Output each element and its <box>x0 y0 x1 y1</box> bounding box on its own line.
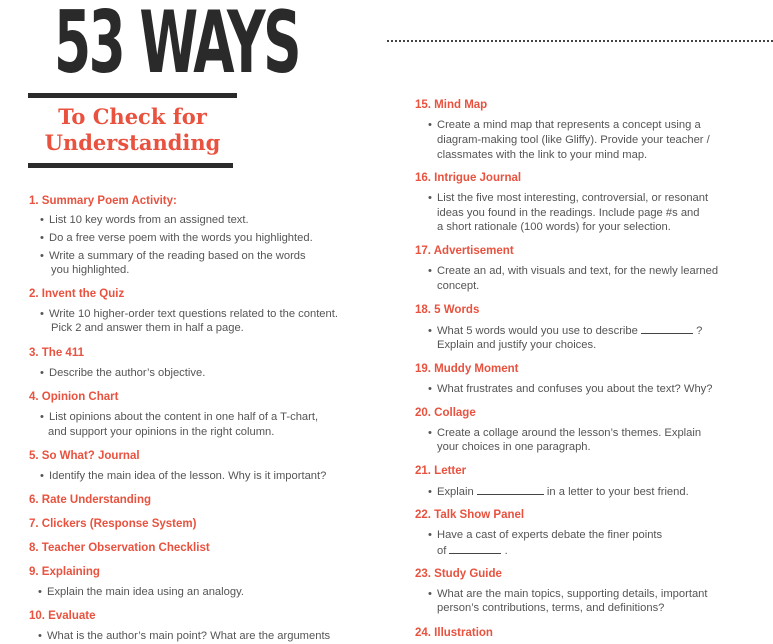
fill-in-blank <box>449 543 501 554</box>
bullet-text: List opinions about the content in one half of a T-chart, <box>49 411 319 423</box>
bullet-21-1 <box>428 484 689 500</box>
bullet-dot: • <box>428 486 432 498</box>
bullet-text: List 10 key words from an assigned text. <box>49 214 249 226</box>
item-title-23: 23. Study Guide <box>415 568 502 580</box>
bullet-15-1-cont-a: diagram-making tool (like Gliffy). Provide your teacher / <box>437 134 710 146</box>
bullet-16-1-cont-b: a short rationale (100 words) for your selection. <box>437 221 671 233</box>
bullet-text: Create a mind map that represents a concept using a <box>437 119 701 131</box>
bullet-16-1-cont-a: ideas you found in the readings. Include page #s and <box>437 207 700 219</box>
bullet-text: Explain the main idea using an analogy. <box>47 586 244 598</box>
bullet-dot: • <box>40 214 44 226</box>
item-title-8: 8. Teacher Observation Checklist <box>29 542 210 554</box>
item-title-20: 20. Collage <box>415 407 476 419</box>
item-title-9: 9. Explaining <box>29 566 100 578</box>
bullet-text-end: in a letter to your best friend. <box>546 486 689 498</box>
bullet-1-1 <box>40 213 249 228</box>
bullet-5-1 <box>40 469 326 484</box>
bullet-1-3 <box>40 249 306 264</box>
item-title-2: 2. Invent the Quiz <box>29 288 125 300</box>
bullet-text: What frustrates and confuses you about the text? Why? <box>437 383 713 395</box>
item-title-24: 24. Illustration <box>415 627 493 639</box>
item-title-4: 4. Opinion Chart <box>29 391 119 403</box>
bullet-text: Have a cast of experts debate the finer points <box>437 529 663 541</box>
bullet-2-1 <box>40 307 338 322</box>
item-title-16: 16. Intrigue Journal <box>415 172 522 184</box>
bullet-dot: • <box>40 470 44 482</box>
fill-in-blank <box>477 484 544 495</box>
bullet-dot: • <box>38 586 42 598</box>
bullet-dot: • <box>40 411 44 423</box>
item-title-3: 3. The 411 <box>29 347 84 359</box>
bullet-dot: • <box>428 383 432 395</box>
bullet-text: of <box>437 545 447 557</box>
item-title-6: 6. Rate Understanding <box>29 494 152 506</box>
bullet-text: Write 10 higher-order text questions related to the content. <box>49 308 338 320</box>
item-title-7: 7. Clickers (Response System) <box>29 518 197 530</box>
bullet-1-3-cont: you highlighted. <box>51 264 130 276</box>
bullet-text: Explain <box>437 486 474 498</box>
bullet-text: What is the author’s main point? What are the arguments <box>47 630 331 642</box>
bullet-dot: • <box>428 119 432 131</box>
bullet-text-end: . <box>504 545 508 557</box>
bullet-dot: • <box>428 265 432 277</box>
item-title-17: 17. Advertisement <box>415 245 514 257</box>
bullet-dot: • <box>40 308 44 320</box>
item-title-18: 18. 5 Words <box>415 304 480 316</box>
title-divider-top <box>28 93 237 98</box>
bullet-15-1 <box>428 118 701 133</box>
item-title-19: 19. Muddy Moment <box>415 363 519 375</box>
bullet-15-1-cont-b: classmates with the link to your mind map. <box>437 149 648 161</box>
bullet-23-1 <box>428 587 708 602</box>
bullet-10-1 <box>38 629 330 644</box>
bullet-20-1 <box>428 426 701 441</box>
bullet-text-end: ? <box>696 325 703 337</box>
bullet-18-1-cont: Explain and justify your choices. <box>437 339 597 351</box>
bullet-text: Do a free verse poem with the words you highlighted. <box>49 232 313 244</box>
item-title-22: 22. Talk Show Panel <box>415 509 525 521</box>
bullet-22-1 <box>428 528 662 543</box>
bullet-9-1 <box>38 585 244 600</box>
bullet-23-1-cont: person’s contributions, terms, and definitions? <box>437 602 665 614</box>
bullet-17-1-cont: concept. <box>437 280 480 292</box>
bullet-19-1 <box>428 382 713 397</box>
bullet-text: List the five most interesting, controversial, or resonant <box>437 192 709 204</box>
bullet-22-1-cont <box>437 543 508 559</box>
bullet-4-1 <box>40 410 318 425</box>
item-title-10: 10. Evaluate <box>29 610 96 622</box>
item-title-21: 21. Letter <box>415 465 467 477</box>
bullet-dot: • <box>38 630 42 642</box>
bullet-18-1 <box>428 323 702 339</box>
bullet-3-1 <box>40 366 205 381</box>
page-title: 53 WAYS <box>54 0 299 93</box>
bullet-dot: • <box>428 588 432 600</box>
bullet-dot: • <box>428 427 432 439</box>
bullet-text: Create a collage around the lesson’s themes. Explain <box>437 427 702 439</box>
subtitle-line-1: To Check for <box>58 104 207 129</box>
bullet-2-1-cont: Pick 2 and answer them in half a page. <box>51 322 244 334</box>
item-title-5: 5. So What? Journal <box>29 450 140 462</box>
title-divider-bottom <box>28 163 233 168</box>
item-title-15: 15. Mind Map <box>415 99 488 111</box>
bullet-text: Create an ad, with visuals and text, for the newly learned <box>437 265 719 277</box>
bullet-text: Write a summary of the reading based on the words <box>49 250 306 262</box>
fill-in-blank <box>641 323 693 334</box>
subtitle-line-2: Understanding <box>44 130 221 155</box>
item-title-1: 1. Summary Poem Activity: <box>29 195 177 207</box>
bullet-dot: • <box>428 192 432 204</box>
bullet-text: What are the main topics, supporting details, important <box>437 588 708 600</box>
bullet-dot: • <box>40 232 44 244</box>
bullet-dot: • <box>428 325 432 337</box>
bullet-17-1 <box>428 264 718 279</box>
bullet-dot: • <box>40 367 44 379</box>
bullet-text: Describe the author’s objective. <box>49 367 206 379</box>
title-wrapper <box>27 0 299 93</box>
bullet-dot: • <box>428 529 432 541</box>
bullet-1-2 <box>40 231 313 246</box>
bullet-text: What 5 words would you use to describe <box>437 325 638 337</box>
bullet-dot: • <box>40 250 44 262</box>
bullet-4-1-cont: and support your opinions in the right column. <box>48 426 275 438</box>
bullet-16-1 <box>428 191 708 206</box>
page-subtitle <box>28 104 237 156</box>
bullet-20-1-cont: your choices in one paragraph. <box>437 441 591 453</box>
bullet-text: Identify the main idea of the lesson. Why is it important? <box>49 470 327 482</box>
dotted-divider <box>387 40 773 42</box>
